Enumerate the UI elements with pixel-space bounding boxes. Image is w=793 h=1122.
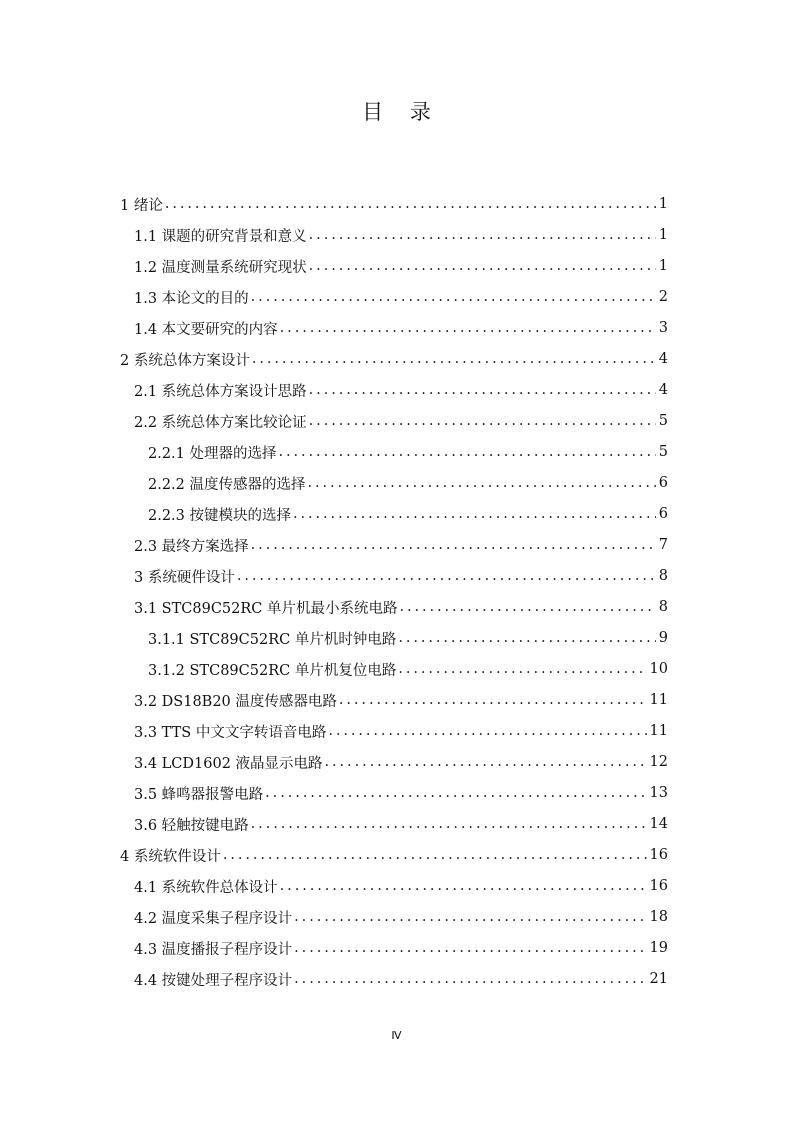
toc-entry-label: 3.1 STC89C52RC 单片机最小系统电路	[134, 600, 398, 617]
toc-entry-page: 16	[649, 878, 668, 894]
toc-entry-label: 1.3 本论文的目的	[134, 290, 249, 307]
toc-entry-page: 7	[658, 537, 668, 553]
toc-leader-dots	[328, 723, 646, 739]
toc-entry-label: 2.1 系统总体方案设计思路	[134, 383, 307, 400]
toc-entry[interactable]	[134, 378, 668, 402]
toc-entry[interactable]	[134, 223, 668, 247]
toc-entry-label: 1 绪论	[120, 197, 163, 214]
toc-entry[interactable]	[134, 254, 668, 278]
page-title: 目 录	[362, 100, 441, 124]
toc-entry[interactable]	[134, 781, 668, 805]
toc-entry-label: 4 系统软件设计	[120, 848, 221, 865]
toc-entry[interactable]	[120, 347, 668, 371]
toc-leader-dots	[280, 878, 647, 894]
page-number: Ⅳ	[391, 1030, 402, 1042]
toc-entry[interactable]	[134, 688, 668, 712]
toc-entry[interactable]	[120, 843, 668, 867]
toc-entry[interactable]	[134, 564, 668, 588]
toc-entry-page: 6	[658, 506, 668, 522]
toc-leader-dots	[293, 506, 656, 522]
toc-entry-page: 1	[658, 196, 668, 212]
toc-entry-page: 4	[658, 382, 668, 398]
toc-entry-label: 4.4 按键处理子程序设计	[134, 972, 293, 989]
toc-entry[interactable]	[134, 285, 668, 309]
toc-leader-dots	[294, 909, 646, 925]
toc-entry-page: 11	[649, 723, 668, 739]
toc-entry-page: 1	[658, 227, 668, 243]
toc-entry-page: 10	[649, 661, 668, 677]
toc-entry-page: 18	[649, 909, 668, 925]
toc-entry-label: 3 系统硬件设计	[134, 569, 235, 586]
toc-entry-page: 1	[658, 258, 668, 274]
toc-leader-dots	[237, 568, 656, 584]
toc-entry[interactable]	[148, 657, 668, 681]
toc-entry-page: 9	[658, 630, 668, 646]
toc-entry-label: 4.3 温度播报子程序设计	[134, 941, 293, 958]
toc-entry-label: 2.2 系统总体方案比较论证	[134, 414, 307, 431]
toc-entry-page: 13	[649, 785, 668, 801]
toc-entry-label: 1.4 本文要研究的内容	[134, 321, 278, 338]
toc-entry-label: 3.5 蜂鸣器报警电路	[134, 786, 264, 803]
toc-entry[interactable]	[148, 626, 668, 650]
toc-entry-page: 5	[658, 413, 668, 429]
toc-entry-page: 19	[649, 940, 668, 956]
toc-leader-dots	[399, 599, 655, 615]
toc-entry-label: 2 系统总体方案设计	[120, 352, 250, 369]
toc-entry[interactable]	[120, 192, 668, 216]
toc-entry-label: 1.2 温度测量系统研究现状	[134, 259, 307, 276]
toc-entry-page: 2	[658, 289, 668, 305]
toc-entry[interactable]	[134, 316, 668, 340]
toc-leader-dots	[309, 382, 656, 398]
toc-leader-dots	[309, 227, 656, 243]
toc-entry-label: 4.1 系统软件总体设计	[134, 879, 278, 896]
toc-leader-dots	[309, 258, 656, 274]
toc-entry-label: 2.2.2 温度传感器的选择	[148, 476, 306, 493]
toc-entry[interactable]	[134, 719, 668, 743]
toc-entry-label: 3.4 LCD1602 液晶显示电路	[134, 755, 323, 772]
toc-leader-dots	[294, 940, 646, 956]
toc-entry[interactable]	[148, 440, 668, 464]
toc-leader-dots	[265, 785, 646, 801]
toc-leader-dots	[398, 630, 655, 646]
toc-entry-page: 8	[658, 599, 668, 615]
toc-entry-page: 4	[658, 351, 668, 367]
toc-entry-label: 3.1.2 STC89C52RC 单片机复位电路	[148, 662, 397, 679]
toc-entry-label: 3.2 DS18B20 温度传感器电路	[134, 693, 337, 710]
toc-entry-page: 5	[658, 444, 668, 460]
toc-leader-dots	[251, 289, 656, 305]
toc-entry[interactable]	[134, 595, 668, 619]
toc-leader-dots	[279, 444, 656, 460]
toc-entry[interactable]	[148, 502, 668, 526]
toc-entry-label: 4.2 温度采集子程序设计	[134, 910, 293, 927]
toc-leader-dots	[309, 413, 656, 429]
toc-entry[interactable]	[134, 750, 668, 774]
toc-leader-dots	[294, 971, 646, 987]
toc-entry-label: 3.1.1 STC89C52RC 单片机时钟电路	[148, 631, 397, 648]
toc-entry-page: 11	[649, 692, 668, 708]
toc-entry[interactable]	[134, 409, 668, 433]
toc-leader-dots	[398, 661, 646, 677]
toc-entry[interactable]	[134, 874, 668, 898]
toc-entry[interactable]	[134, 905, 668, 929]
toc-entry-page: 6	[658, 475, 668, 491]
toc-entry-label: 3.3 TTS 中文文字转语音电路	[134, 724, 327, 741]
toc-entry-page: 14	[649, 816, 668, 832]
toc-entry-page: 8	[658, 568, 668, 584]
toc-leader-dots	[223, 847, 647, 863]
toc-leader-dots	[165, 196, 656, 212]
toc-entry-page: 21	[649, 971, 668, 987]
toc-entry[interactable]	[134, 967, 668, 991]
toc-entry-label: 1.1 课题的研究背景和意义	[134, 228, 307, 245]
toc-entry-page: 12	[649, 754, 668, 770]
toc-entry-page: 16	[649, 847, 668, 863]
toc-entry-label: 3.6 轻触按键电路	[134, 817, 249, 834]
toc-leader-dots	[252, 351, 656, 367]
toc-leader-dots	[339, 692, 647, 708]
toc-leader-dots	[325, 754, 647, 770]
toc-entry-label: 2.2.1 处理器的选择	[148, 445, 277, 462]
toc-entry[interactable]	[134, 936, 668, 960]
toc-leader-dots	[251, 816, 647, 832]
toc-entry[interactable]	[134, 533, 668, 557]
toc-entry[interactable]	[148, 471, 668, 495]
toc-leader-dots	[280, 320, 656, 336]
toc-entry-label: 2.2.3 按键模块的选择	[148, 507, 292, 524]
toc-entry-page: 3	[658, 320, 668, 336]
toc-leader-dots	[308, 475, 656, 491]
toc-entry[interactable]	[134, 812, 668, 836]
toc-entry-label: 2.3 最终方案选择	[134, 538, 249, 555]
toc-leader-dots	[251, 537, 656, 553]
